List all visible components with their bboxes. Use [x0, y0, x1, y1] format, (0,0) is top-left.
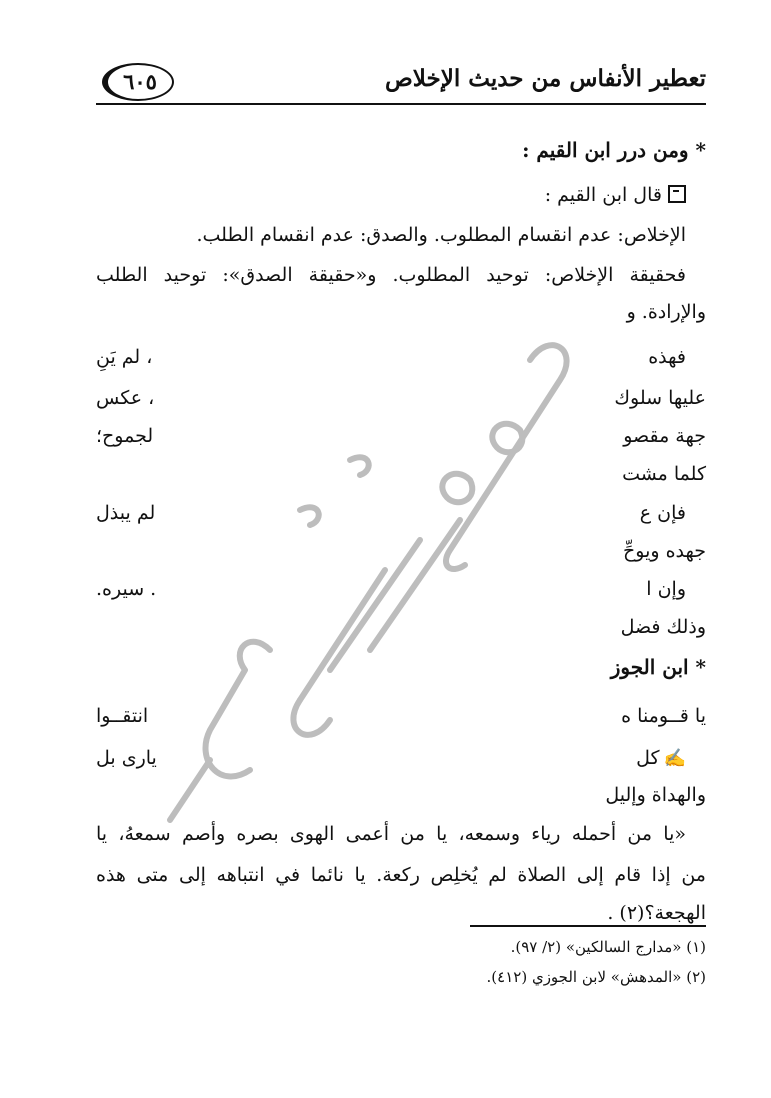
line-text: فإن ع [639, 502, 686, 524]
text-line [611, 647, 706, 687]
running-title: تعطير الأنفاس من حديث الإخلاص [384, 65, 706, 92]
line-fragment: لم يبذل [96, 502, 156, 524]
footnotes [96, 938, 706, 998]
text-line [605, 775, 706, 815]
line-text: * ابن الجوز [610, 655, 706, 679]
line-text: والإرادة. و [626, 301, 706, 323]
text-line [640, 493, 686, 533]
text-line [607, 893, 706, 933]
pen-icon: ✍ [663, 748, 686, 769]
text-line [96, 855, 706, 895]
line-text: كل [636, 747, 660, 769]
page-number: ٦٠٥ [102, 63, 174, 101]
line-text: * ومن درر ابن القيم : [522, 138, 706, 162]
line-text: وذلك فضل [620, 616, 706, 638]
text-line [621, 607, 706, 647]
footnote-2: (٢) «المدهش» لابن الجوزي (٤١٢). [486, 968, 706, 986]
footnote-rule [470, 925, 706, 927]
line-fragment: ، عكس [96, 387, 155, 409]
header-rule [96, 103, 706, 105]
line-fragment: انتقــوا [96, 705, 149, 727]
main-text [96, 120, 706, 924]
footnote-1: (١) «مدارج السالكين» (٢/ ٩٧). [510, 938, 706, 956]
line-text: جهده ويوحِّ [622, 540, 706, 562]
text-line [522, 130, 706, 170]
line-fragment: ، لم يَنِ [96, 346, 153, 368]
text-line [622, 454, 706, 494]
page-header [96, 55, 706, 105]
line-text: قال ابن القيم : [544, 184, 662, 206]
text-line [621, 696, 706, 736]
line-text: والهداة وإليل [605, 784, 706, 806]
line-text: الإخلاص: عدم انقسام المطلوب. والصدق: عدم انقسام الطلب. [196, 224, 686, 246]
line-fragment: لجموح؛ [96, 425, 154, 447]
line-fragment: . سيره. [96, 578, 157, 600]
text-line [96, 814, 686, 854]
text-line [623, 531, 706, 571]
book-icon [668, 185, 686, 203]
line-text: كلما مشت [622, 463, 706, 485]
line-text: وإن ا [646, 578, 686, 600]
line-text: فحقيقة الإخلاص: توحيد المطلوب. و«حقيقة الصدق»: توحيد الطلب [96, 264, 686, 286]
line-text: جهة مقصو [623, 425, 706, 447]
line-text: يا قــومنا ه [621, 705, 706, 727]
text-line [623, 416, 706, 456]
line-fragment: يارى بل [96, 747, 157, 769]
line-text: الهجعة؟(٢) . [607, 902, 706, 924]
line-text: «يا من أحمله رياء وسمعه، يا من أعمى الهوى بصره وأصم سمعهُ، يا [96, 823, 686, 845]
text-line [627, 292, 706, 332]
text-line [96, 255, 686, 295]
text-line [196, 215, 686, 255]
text-line [545, 175, 686, 215]
line-text: من إذا قام إلى الصلاة لم يُخلِص ركعة. يا نائما في انتباهه إلى متى هذه [96, 864, 706, 886]
text-line [648, 337, 686, 377]
text-line [614, 378, 706, 418]
text-line [636, 738, 686, 779]
line-text: عليها سلوك [614, 387, 706, 409]
line-text: فهذه [648, 346, 686, 368]
text-line [646, 569, 686, 609]
